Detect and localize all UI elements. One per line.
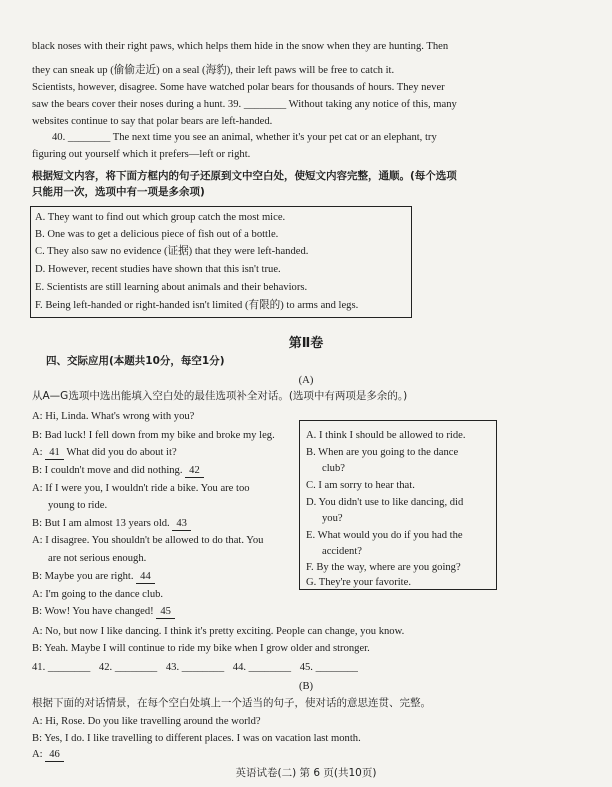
speaker: A: bbox=[32, 749, 43, 760]
volume-title: 第Ⅱ卷 bbox=[288, 336, 324, 351]
dialog-line: A: No, but now I like dancing. I think it's pretty exciting. People can change, you know. bbox=[32, 626, 405, 637]
dialog-line: A: If I were you, I wouldn't ride a bike. You are too bbox=[32, 483, 250, 494]
option-f: F. By the way, where are you going? bbox=[306, 562, 461, 573]
dialog-line: B: Bad luck! I fell down from my bike and broke my leg. bbox=[32, 430, 275, 441]
speaker: A: bbox=[32, 447, 43, 458]
answer-44[interactable]: 44. ________ bbox=[232, 662, 292, 673]
option-d: D. You didn't use to like dancing, did bbox=[306, 497, 464, 508]
instruction-line: 只能用一次，选项中有一项是多余项) bbox=[32, 186, 205, 198]
dialog-line bbox=[32, 517, 191, 531]
option-b: B. When are you going to the dance bbox=[306, 447, 459, 458]
dialog-line bbox=[32, 605, 175, 619]
part-b-label: (B) bbox=[298, 681, 314, 692]
dialog-line: are not serious enough. bbox=[48, 553, 147, 564]
instruction-line: 根据短文内容，将下面方框内的句子还原到文中空白处，使短文内容完整，通顺。(每个选项 bbox=[32, 170, 457, 182]
answer-row bbox=[32, 661, 364, 674]
blank-44[interactable]: 44 bbox=[136, 570, 155, 584]
page-footer: 英语试卷(二) 第 6 页(共10页) bbox=[235, 767, 377, 779]
dialog-line: A: I'm going to the dance club. bbox=[32, 589, 164, 600]
dialog-line: B: Yes, I do. I like travelling to different places. I was on vacation last month. bbox=[32, 733, 361, 744]
instruction-b: 根据下面的对话情景，在每个空白处填上一个适当的句子，使对话的意思连贯、完整。 bbox=[32, 697, 431, 709]
answer-42[interactable]: 42. ________ bbox=[98, 662, 158, 673]
dialog-line: B: Yeah. Maybe I will continue to ride my bike when I grow older and stronger. bbox=[32, 643, 370, 654]
option-e: E. What would you do if you had the bbox=[306, 530, 463, 541]
option-f: F. Being left-handed or right-handed isn't limited (有限的) to arms and legs. bbox=[35, 300, 359, 311]
answer-41[interactable]: 41. ________ bbox=[32, 662, 91, 673]
dialog-line: A: I disagree. You shouldn't be allowed to do that. You bbox=[32, 535, 264, 546]
option-d: D. However, recent studies have shown that this isn't true. bbox=[35, 264, 281, 275]
blank-45[interactable]: 45 bbox=[156, 605, 175, 619]
dialog-line: A: Hi, Linda. What's wrong with you? bbox=[32, 411, 195, 422]
passage-line: websites continue to say that polar bears are left-handed. bbox=[32, 116, 273, 127]
dialog-text: B: Wow! You have changed! bbox=[32, 606, 154, 617]
dialog-text: B: Maybe you are right. bbox=[32, 571, 134, 582]
option-a: A. They want to find out which group catch the most mice. bbox=[35, 212, 286, 223]
part-a-label: (A) bbox=[298, 375, 314, 386]
passage-line: 40. ________ The next time you see an animal, whether it's your pet cat or an elephant, try bbox=[52, 132, 437, 143]
dialog-line: A: Hi, Rose. Do you like travelling around the world? bbox=[32, 716, 261, 727]
section-title: 四、交际应用(本题共10分，每空1分) bbox=[46, 355, 225, 367]
dialog-line bbox=[32, 446, 177, 460]
option-g: G. They're your favorite. bbox=[306, 577, 411, 588]
option-b: B. One was to get a delicious piece of fish out of a bottle. bbox=[35, 229, 279, 240]
option-c: C. I am sorry to hear that. bbox=[306, 480, 415, 491]
option-a: A. I think I should be allowed to ride. bbox=[306, 430, 466, 441]
blank-42[interactable]: 42 bbox=[185, 464, 204, 478]
option-e: E. Scientists are still learning about animals and their behaviors. bbox=[35, 282, 308, 293]
dialog-line bbox=[32, 748, 64, 762]
passage-line: Scientists, however, disagree. Some have watched polar bears for thousands of hours. They never bbox=[32, 82, 445, 93]
dialog-line bbox=[32, 464, 204, 478]
blank-46[interactable]: 46 bbox=[45, 748, 64, 762]
dialog-text: What did you do about it? bbox=[66, 447, 177, 458]
option-c: C. They also saw no evidence (证据) that they were left-handed. bbox=[35, 246, 309, 257]
dialog-text: B: But I am almost 13 years old. bbox=[32, 518, 170, 529]
option-d-cont: you? bbox=[322, 513, 343, 524]
passage-line: they can sneak up (偷偷走近) on a seal (海豹), their left paws will be free to catch it. bbox=[32, 65, 395, 76]
answer-45[interactable]: 45. ________ bbox=[299, 662, 358, 673]
option-e-cont: accident? bbox=[322, 546, 362, 557]
options-box-a bbox=[299, 420, 497, 590]
passage-line: figuring out yourself which it prefers—left or right. bbox=[32, 149, 251, 160]
dialog-line bbox=[32, 570, 155, 584]
dialog-line: young to ride. bbox=[48, 500, 108, 511]
dialog-text: B: I couldn't move and did nothing. bbox=[32, 465, 183, 476]
passage-line: saw the bears cover their noses during a hunt. 39. ________ Without taking any notice of this, many bbox=[32, 99, 457, 110]
blank-41[interactable]: 41 bbox=[45, 446, 64, 460]
answer-43[interactable]: 43. ________ bbox=[165, 662, 225, 673]
instruction-a: 从A—G选项中选出能填入空白处的最佳选项补全对话。(选项中有两项是多余的。) bbox=[32, 390, 408, 402]
option-b-cont: club? bbox=[322, 463, 345, 474]
blank-43[interactable]: 43 bbox=[172, 517, 191, 531]
options-box bbox=[30, 206, 412, 318]
passage-line: black noses with their right paws, which helps them hide in the snow when they are hunting. Then bbox=[32, 41, 449, 52]
